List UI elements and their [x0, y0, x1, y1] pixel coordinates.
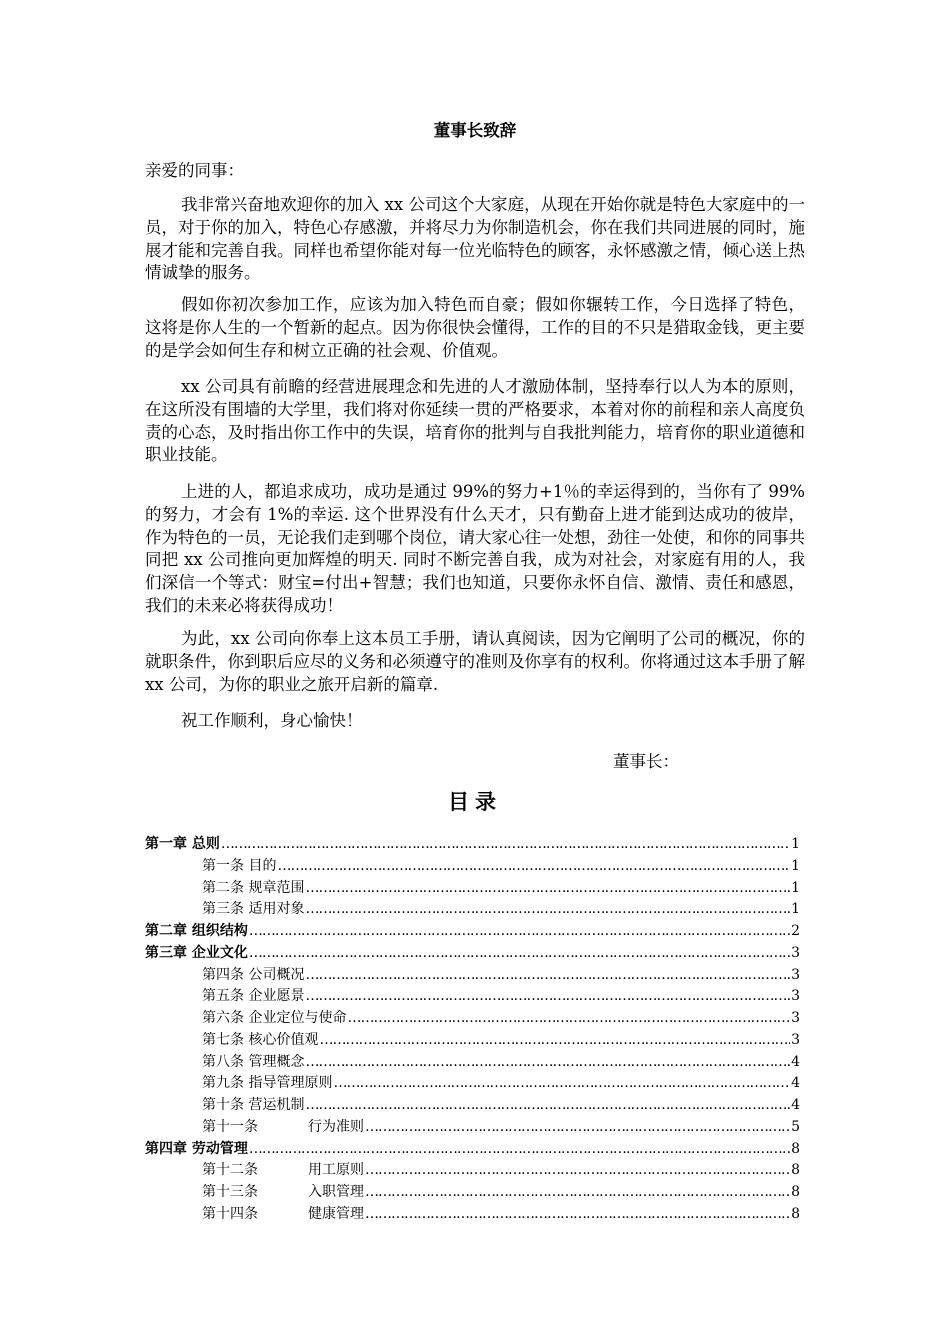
- toc-page-number: 1: [791, 836, 800, 852]
- toc-entry-title: 核心价值观: [248, 1031, 319, 1048]
- letter-paragraph: 为此，xx 公司向你奉上这本员工手册，请认真阅读，因为它阐明了公司的概况，你的就职条件，你到职后应尽的义务和必须遵守的准则及你享有的权利。你将通过这本手册了解 xx 公司，为你的职业之旅开启新的篇章.: [145, 629, 805, 694]
- toc-page-number: 8: [791, 1184, 800, 1200]
- toc-entry-title: 公司概况: [248, 966, 305, 983]
- letter-title: 董事长致辞: [433, 121, 517, 140]
- toc-page-number: 4: [791, 1075, 800, 1092]
- toc-page-number: 4: [791, 1097, 800, 1113]
- toc-entry-title: 企业愿景: [248, 988, 305, 1005]
- toc-chapter[interactable]: [145, 833, 800, 855]
- toc-number: 第一条: [202, 857, 244, 874]
- toc-leader: [305, 1097, 790, 1113]
- toc-leader: [221, 836, 790, 852]
- toc-number: 第四条: [202, 966, 244, 983]
- toc-leader: [319, 1032, 790, 1048]
- toc-number: 第六条: [202, 1010, 244, 1026]
- toc-number: 第二条: [202, 879, 244, 896]
- salutation: 亲爱的同事：: [145, 161, 244, 180]
- toc-entry-title: 行为准则: [308, 1118, 364, 1135]
- toc-number: 第二章: [145, 923, 187, 939]
- toc-page-number: 1: [791, 901, 800, 918]
- toc-leader: [305, 988, 790, 1004]
- toc-article[interactable]: [145, 877, 800, 899]
- toc-article[interactable]: [145, 985, 800, 1007]
- letter-paragraph: 上进的人，都追求成功，成功是通过 99%的努力+1％的幸运得到的，当你有了 99%的努力，才会有 1%的幸运. 这个世界没有什么天才，只有勤奋上进才能到达成功的彼岸，作为特色的一员，无论我们走到哪个岗位，请大家心往一处想，劲往一处使，和你的同事共同把 xx 公司推向更加辉煌的明天. 同时不断完善自我，成为对社会，对家庭有用的人，我们深信一个等式：财宝=付出+智慧；我们也知道，只要你永怀自信、激情、责任和感恩，我们的未来必将获得成功！: [145, 482, 805, 615]
- toc-number: 第八条: [202, 1053, 244, 1070]
- toc-page-number: 1: [791, 879, 800, 896]
- signature: 董事长：: [613, 752, 679, 771]
- toc-leader: [249, 945, 790, 961]
- toc-page-number: 8: [791, 1140, 800, 1157]
- toc-number: 第十一条: [202, 1118, 258, 1135]
- toc-page-number: 4: [791, 1053, 800, 1070]
- toc-leader: [333, 1075, 790, 1091]
- closing-wish: 祝工作顺利，身心愉快！: [181, 711, 363, 730]
- toc-article[interactable]: [145, 1116, 800, 1138]
- toc-leader: [365, 1162, 790, 1178]
- toc-page-number: 3: [791, 966, 800, 983]
- toc-number: 第三章: [145, 944, 187, 961]
- toc-chapter[interactable]: [145, 920, 800, 942]
- toc-article[interactable]: [145, 1007, 800, 1029]
- toc-leader: [249, 923, 790, 939]
- toc-entry-title: 目的: [248, 857, 277, 874]
- toc-leader: [365, 1119, 790, 1135]
- toc-page-number: 5: [791, 1118, 800, 1135]
- toc-entry-title: 企业文化: [191, 944, 248, 961]
- toc-number: 第九条: [202, 1075, 244, 1092]
- toc-number: 第十二条: [202, 1162, 258, 1179]
- toc-page-number: 1: [791, 857, 800, 874]
- toc-article[interactable]: [145, 1029, 800, 1051]
- toc-leader: [305, 880, 790, 896]
- toc-chapter[interactable]: [145, 1138, 800, 1160]
- toc-number: 第一章: [145, 836, 187, 852]
- letter-paragraph: xx 公司具有前瞻的经营进展理念和先进的人才激励体制，坚持奉行以人为本的原则，在这所没有围墙的大学里，我们将对你延续一贯的严格要求，本着对你的前程和亲人高度负责的心态，及时指出你工作中的失误，培育你的批判与自我批判能力，培育你的职业道德和职业技能。: [145, 377, 805, 465]
- toc-page-number: 3: [791, 1010, 800, 1026]
- toc-entry-title: 企业定位与使命: [248, 1010, 347, 1026]
- toc-page-number: 3: [791, 944, 800, 961]
- toc-leader: [365, 1206, 790, 1222]
- toc-article[interactable]: [145, 1094, 800, 1116]
- toc-article[interactable]: [145, 1051, 800, 1073]
- toc-entry-title: 健康管理: [308, 1205, 364, 1222]
- toc-article[interactable]: [145, 898, 800, 920]
- toc-entry-title: 入职管理: [308, 1184, 364, 1200]
- toc-entry-title: 营运机制: [248, 1097, 305, 1113]
- toc-article[interactable]: [145, 964, 800, 986]
- toc-page-number: 3: [791, 1031, 800, 1048]
- toc-entry-title: 适用对象: [248, 901, 305, 918]
- toc-number: 第十四条: [202, 1205, 258, 1222]
- toc-leader: [365, 1184, 790, 1200]
- toc-page-number: 8: [791, 1205, 800, 1222]
- toc-article[interactable]: [145, 1072, 800, 1094]
- toc-page-number: 2: [791, 923, 800, 939]
- toc-chapter[interactable]: [145, 942, 800, 964]
- toc-entry-title: 用工原则: [308, 1162, 364, 1179]
- toc-page-number: 3: [791, 988, 800, 1005]
- toc-number: 第五条: [202, 988, 244, 1005]
- toc-entry-title: 规章范围: [248, 879, 305, 896]
- toc-number: 第七条: [202, 1031, 244, 1048]
- toc-article[interactable]: [145, 855, 800, 877]
- toc-leader: [277, 858, 790, 874]
- toc-article[interactable]: [145, 1159, 800, 1181]
- toc-leader: [305, 1054, 790, 1070]
- toc-entry-title: 组织结构: [191, 923, 248, 939]
- toc-leader: [249, 1141, 790, 1157]
- toc-entry-title: 管理概念: [248, 1053, 305, 1070]
- toc-entry-title: 指导管理原则: [248, 1075, 333, 1092]
- toc-entry-title: 劳动管理: [191, 1140, 248, 1157]
- toc-title: 目录: [448, 790, 502, 814]
- table-of-contents: [145, 833, 800, 1225]
- toc-article[interactable]: [145, 1203, 800, 1225]
- letter-paragraph: 假如你初次参加工作，应该为加入特色而自豪；假如你辗转工作，今日选择了特色，这将是你人生的一个暂新的起点。因为你很快会懂得，工作的目的不只是猎取金钱，更主要的是学会如何生存和树立正确的社会观、价值观。: [145, 295, 805, 360]
- toc-page-number: 8: [791, 1162, 800, 1179]
- toc-entry-title: 总则: [191, 836, 220, 852]
- toc-leader: [347, 1010, 790, 1026]
- toc-leader: [305, 901, 790, 917]
- letter-paragraph: 我非常兴奋地欢迎你的加入 xx 公司这个大家庭，从现在开始你就是特色大家庭中的一员，对于你的加入，特色心存感激，并将尽力为你制造机会，你在我们共同进展的同时，施展才能和完善自我。同样也希望你能对每一位光临特色的顾客，永怀感激之情，倾心送上热情诚挚的服务。: [145, 195, 805, 283]
- toc-number: 第三条: [202, 901, 244, 918]
- toc-article[interactable]: [145, 1181, 800, 1203]
- toc-number: 第十条: [202, 1097, 244, 1113]
- toc-leader: [305, 967, 790, 983]
- toc-number: 第十三条: [202, 1184, 258, 1200]
- toc-number: 第四章: [145, 1140, 187, 1157]
